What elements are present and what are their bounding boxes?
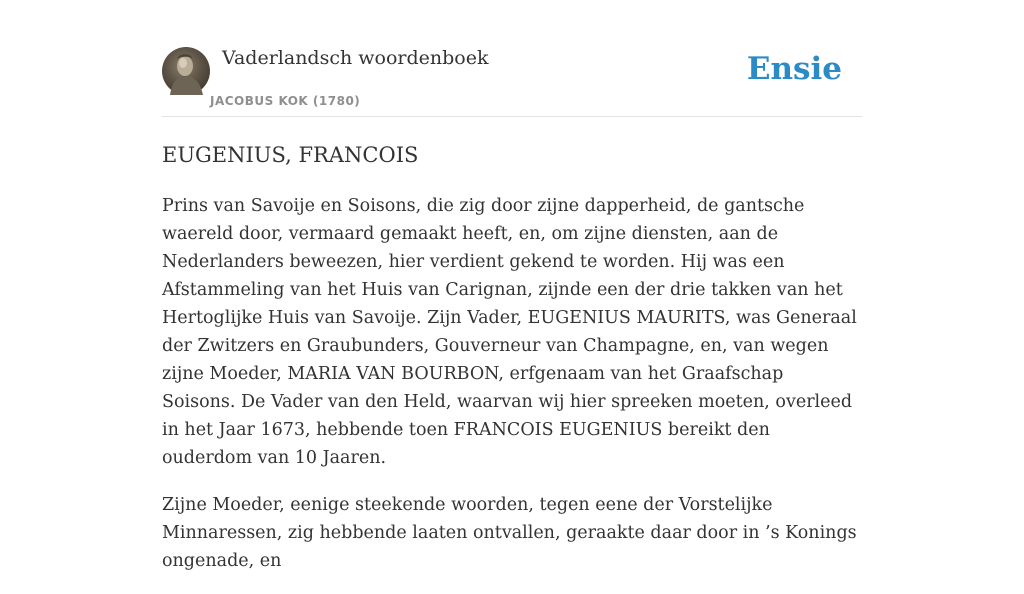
entry-paragraph: Prins van Savoije en Soisons, die zig door zijne dapperheid, de gantsche waereld door, vermaard gemaakt heeft, en, om zijne diensten, aan de Nederlanders beweezen, hier verdient gekend te worden. Hij was een Afstammeling van het Huis van Carignan, zijnde een der drie takken van het Hertoglijke Huis van Savoije. Zijn Vader, EUGENIUS MAURITS, was Generaal der Zwitzers en Graubunders, Gouverneur van Champagne, en, van wegen zijne Moeder, MARIA VAN BOURBON, erfgenaam van het Graafschap Soisons. De Vader van den Held, waarvan wij hier spreeken moeten, overleed in het Jaar 1673, hebbende toen FRANCOIS EUGENIUS bereikt den ouderdom van 10 Jaaren. <box>162 196 857 468</box>
entry-content <box>162 192 862 594</box>
entry-paragraph: Zijne Moeder, eenige steekende woorden, tegen eene der Vorstelijke Minnaressen, zig hebbende laaten ontvallen, geraakte daar door in ’s Konings ongenade, en <box>162 495 857 571</box>
site-header <box>162 0 862 117</box>
brand-logo[interactable]: Ensie <box>746 51 842 87</box>
portrait-image <box>162 47 210 95</box>
portrait-icon[interactable] <box>162 47 210 95</box>
book-title[interactable]: Vaderlandsch woordenboek <box>222 47 489 69</box>
author-label[interactable]: JACOBUS KOK (1780) <box>210 94 361 108</box>
entry-title: EUGENIUS, FRANCOIS <box>162 143 419 167</box>
